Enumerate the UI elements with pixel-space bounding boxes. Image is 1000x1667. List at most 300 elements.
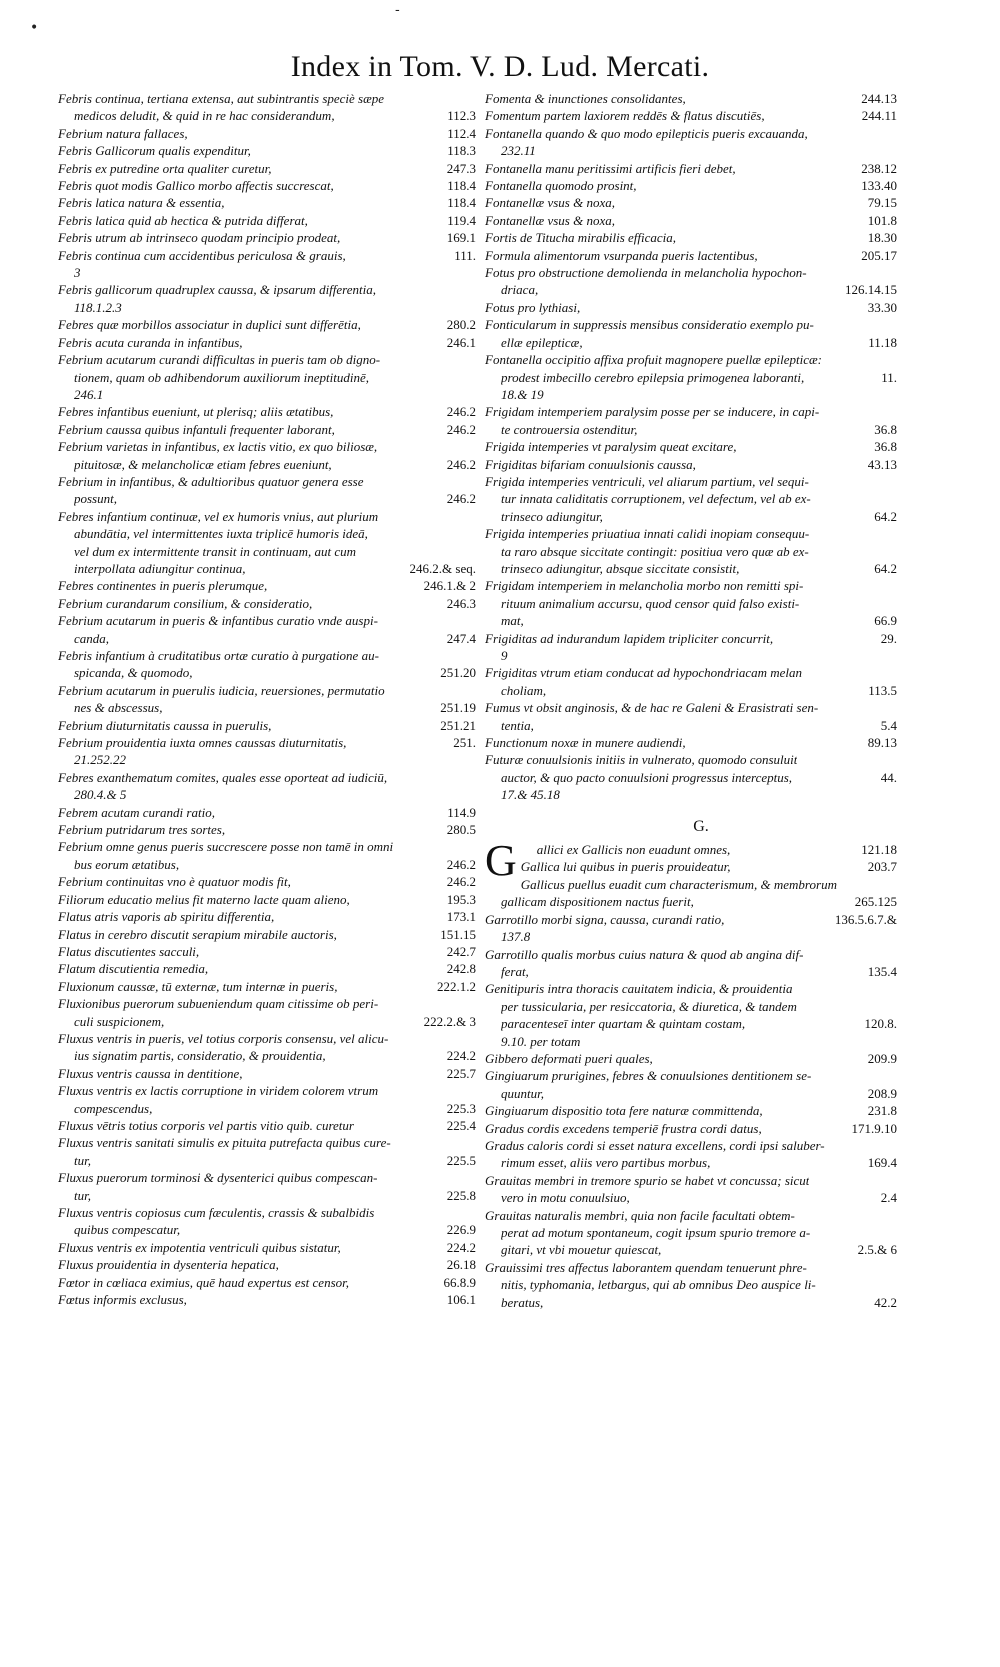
entry-line xyxy=(58,1152,476,1169)
entry-line xyxy=(485,264,897,281)
entry-reference: 280.2 xyxy=(446,317,476,333)
entry-reference xyxy=(470,1204,476,1221)
entry-text: Frigidam intemperiem paralysim posse per se inducere, in capi- xyxy=(485,404,820,420)
entry-text: spicanda, & quomodo, xyxy=(74,665,193,681)
entry-line xyxy=(58,369,476,386)
entry-text: 18.& 19 xyxy=(501,386,544,402)
entry-reference xyxy=(891,980,897,997)
index-entry xyxy=(58,838,476,873)
entry-line xyxy=(485,177,897,194)
entry-line xyxy=(58,438,476,455)
entry-reference xyxy=(891,751,897,768)
entry-reference xyxy=(891,946,897,963)
entry-text: nes & abscessus, xyxy=(74,700,163,716)
entry-reference: 173.1 xyxy=(446,909,476,925)
entry-reference xyxy=(891,473,897,490)
entry-line xyxy=(485,125,897,142)
entry-line xyxy=(485,751,897,768)
entry-reference: 242.7 xyxy=(446,943,476,959)
index-entry xyxy=(485,1067,897,1102)
entry-line xyxy=(485,194,897,211)
index-entry xyxy=(58,978,476,995)
entry-line xyxy=(58,1291,476,1308)
index-entry xyxy=(58,160,476,177)
entry-reference xyxy=(891,1172,897,1189)
entry-reference xyxy=(891,490,897,507)
entry-reference xyxy=(470,751,476,768)
entry-line xyxy=(485,1189,897,1206)
index-entry xyxy=(485,577,897,629)
entry-reference xyxy=(891,1259,897,1276)
entry-text: Gingiuarum prurigines, febres & conuulsiones dentitionem se- xyxy=(485,1068,812,1084)
entry-reference xyxy=(891,1276,897,1293)
entry-text: Febris continua cum accidentibus periculosa & grauis, xyxy=(58,247,346,263)
entry-text: Febrium varietas in infantibus, ex lactis vitio, ex quo biliosæ, xyxy=(58,439,378,455)
entry-line xyxy=(58,838,476,855)
entry-reference xyxy=(470,369,476,386)
index-entry xyxy=(58,1204,476,1239)
entry-line xyxy=(485,963,897,980)
entry-line xyxy=(485,142,897,159)
index-entry xyxy=(58,142,476,159)
entry-reference: 151.15 xyxy=(440,926,476,942)
entry-line xyxy=(58,247,476,264)
entry-line xyxy=(485,769,897,786)
index-entry xyxy=(485,403,897,438)
entry-text: Fontanella manu peritissimi artificis fieri debet, xyxy=(485,160,736,176)
entry-line xyxy=(485,980,897,997)
entry-reference: 224.2 xyxy=(446,1048,476,1064)
index-entry xyxy=(485,177,897,194)
entry-line xyxy=(58,125,476,142)
entry-line xyxy=(58,1274,476,1291)
index-entry xyxy=(485,1207,897,1259)
entry-line xyxy=(58,751,476,768)
entry-reference: 246.1.& 2 xyxy=(423,578,476,594)
entry-text: Flatus in cerebro discutit serapium mirabile auctoris, xyxy=(58,926,337,942)
entry-reference: 242.8 xyxy=(446,961,476,977)
entry-text: Gallica lui quibus in pueris prouideatur, xyxy=(520,859,731,875)
entry-reference: 203.7 xyxy=(867,859,897,875)
entry-text: Febrium in infantibus, & adultioribus quatuor genera esse xyxy=(58,473,364,489)
entry-line xyxy=(485,107,897,124)
entry-reference xyxy=(891,316,897,333)
entry-line xyxy=(485,247,897,264)
entry-line xyxy=(485,1259,897,1276)
entry-line xyxy=(485,421,897,438)
entry-line xyxy=(58,421,476,438)
entry-text: Formula alimentorum vsurpanda pueris lactentibus, xyxy=(485,247,758,263)
entry-reference: 5.4 xyxy=(880,717,897,733)
entry-line xyxy=(485,369,897,386)
entry-text: ferat, xyxy=(501,963,529,979)
entry-text: Febres infantibus eueniunt, ut plerisq; aliis ætatibus, xyxy=(58,404,334,420)
entry-text: Fluxus ventris ex impotentia ventriculi quibus sistatur, xyxy=(58,1239,341,1255)
index-entry xyxy=(58,177,476,194)
entry-line xyxy=(485,403,897,420)
entry-reference: 2.5.& 6 xyxy=(857,1242,897,1258)
index-entry xyxy=(58,281,476,316)
entry-reference xyxy=(470,1134,476,1151)
entry-text: Febris continua, tertiana extensa, aut subintrantis speciè sæpe xyxy=(58,91,385,106)
drop-cap-letter: G xyxy=(485,836,517,886)
index-entry xyxy=(485,194,897,211)
entry-line xyxy=(521,876,897,893)
entry-line xyxy=(58,212,476,229)
entry-line xyxy=(58,229,476,246)
index-entry xyxy=(58,682,476,717)
entry-text: Fumus vt obsit anginosis, & de hac re Galeni & Erasistrati sen- xyxy=(485,700,819,716)
entry-reference xyxy=(891,928,897,945)
entry-text: Fortis de Titucha mirabilis efficacia, xyxy=(485,230,677,246)
entry-reference: 171.9.10 xyxy=(851,1120,897,1136)
entry-line xyxy=(485,699,897,716)
entry-reference xyxy=(891,876,897,893)
index-entry xyxy=(58,717,476,734)
entry-line xyxy=(58,1169,476,1186)
index-entry xyxy=(58,125,476,142)
entry-text: Febrium caussa quibus infantuli frequenter laborant, xyxy=(58,421,335,437)
entry-reference: 66.9 xyxy=(874,613,897,629)
entry-reference xyxy=(891,1033,897,1050)
entry-text: Futuræ conuulsionis initiis in vulnerato, quomodo consuluit xyxy=(485,752,798,768)
entry-line xyxy=(58,1117,476,1134)
entry-text: ius signatim partis, consideratio, & prouidentia, xyxy=(74,1048,326,1064)
entry-reference: 246.3 xyxy=(446,595,476,611)
entry-reference xyxy=(470,299,476,316)
section-heading-g: G. xyxy=(693,817,709,835)
entry-line xyxy=(58,508,476,525)
entry-text: te controuersia ostenditur, xyxy=(501,421,638,437)
entry-reference xyxy=(470,351,476,368)
entry-text: Genitipuris intra thoracis cauitatem indicia, & prouidentia xyxy=(485,981,793,997)
entry-line xyxy=(485,1276,897,1293)
entry-reference xyxy=(891,1137,897,1154)
entry-text: bus eorum ætatibus, xyxy=(74,856,180,872)
entry-line xyxy=(58,1065,476,1082)
entry-text: trinseco adiungitur, xyxy=(501,508,603,524)
index-entry xyxy=(485,456,897,473)
index-entry xyxy=(58,473,476,508)
entry-reference: 231.8 xyxy=(867,1103,897,1119)
entry-text: Grauitas naturalis membri, quia non facile facultati obtem- xyxy=(485,1207,795,1223)
entry-reference xyxy=(470,508,476,525)
entry-text: Flatus atris vaporis ab spiritu differentia, xyxy=(58,909,275,925)
index-entry xyxy=(485,858,897,875)
entry-text: interpollata adiungitur continua, xyxy=(74,560,246,576)
entry-text: Febrium continuitas vno è quatuor modis fit, xyxy=(58,874,291,890)
index-entry xyxy=(485,160,897,177)
entry-text: tionem, quam ob adhibendorum auxiliorum ineptitudinē, xyxy=(74,369,370,385)
entry-line xyxy=(58,612,476,629)
entry-text: Fœtor in cœliaca eximius, quē haud expertus est censor, xyxy=(58,1274,350,1290)
entry-line xyxy=(485,664,897,681)
entry-line xyxy=(485,160,897,177)
entry-text: Frigidam intemperiem in melancholia morbo non remitti spi- xyxy=(485,578,804,594)
entry-line xyxy=(58,334,476,351)
entry-text: gitari, vt vbi mouetur quiescat, xyxy=(501,1242,662,1258)
entry-line xyxy=(58,1256,476,1273)
entry-reference: 43.13 xyxy=(867,456,897,472)
entry-line xyxy=(485,717,897,734)
entry-line xyxy=(485,1224,897,1241)
entry-reference: 101.8 xyxy=(867,212,897,228)
index-entry xyxy=(58,403,476,420)
entry-reference xyxy=(891,595,897,612)
entry-line xyxy=(58,264,476,281)
entry-text: Frigida intemperies vt paralysim queat excitare, xyxy=(485,439,737,455)
entry-line xyxy=(485,577,897,594)
entry-text: 246.1 xyxy=(74,386,104,402)
entry-text: Fomenta & inunctiones consolidantes, xyxy=(485,91,686,106)
entry-reference xyxy=(470,473,476,490)
entry-line xyxy=(58,786,476,803)
entry-line xyxy=(58,299,476,316)
entry-line xyxy=(58,403,476,420)
index-entry xyxy=(485,1050,897,1067)
entry-text: Filiorum educatio melius fit materno lacte quam alieno, xyxy=(58,891,350,907)
index-entry xyxy=(485,438,897,455)
entry-reference: 29. xyxy=(880,630,897,646)
entry-reference xyxy=(891,403,897,420)
entry-line xyxy=(58,682,476,699)
entry-text: choliam, xyxy=(501,682,547,698)
entry-line xyxy=(485,1207,897,1224)
entry-reference xyxy=(470,682,476,699)
entry-line xyxy=(485,508,897,525)
page-title: Index in Tom. V. D. Lud. Mercati. xyxy=(290,50,710,83)
entry-line xyxy=(485,90,897,107)
entry-line xyxy=(58,316,476,333)
index-entry xyxy=(58,769,476,804)
entry-line xyxy=(485,351,897,368)
entry-line xyxy=(58,995,476,1012)
entry-reference: 246.2 xyxy=(446,421,476,437)
entry-line xyxy=(58,734,476,751)
entry-text: Febrium acutarum curandi difficultas in pueris tam ob digno- xyxy=(58,352,381,368)
index-entry xyxy=(485,229,897,246)
entry-reference xyxy=(470,281,476,298)
entry-reference: 106.1 xyxy=(446,1292,476,1308)
entry-reference xyxy=(470,838,476,855)
entry-reference: 89.13 xyxy=(867,735,897,751)
entry-text: 118.1.2.3 xyxy=(74,299,122,315)
entry-text: Febres infantium continuæ, vel ex humoris vnius, aut plurium xyxy=(58,508,379,524)
entry-reference: 238.12 xyxy=(861,160,897,176)
entry-line xyxy=(58,1204,476,1221)
entry-line xyxy=(485,560,897,577)
entry-line xyxy=(485,438,897,455)
entry-text: allici ex Gallicis non euadunt omnes, xyxy=(536,842,731,858)
entry-reference: 121.18 xyxy=(861,842,897,858)
entry-text: Fluxus ventris ex lactis corruptione in viridem colorem vtrum xyxy=(58,1083,379,1099)
entry-reference: 36.8 xyxy=(874,439,897,455)
entry-line xyxy=(58,194,476,211)
index-entry xyxy=(485,699,897,734)
entry-line xyxy=(58,856,476,873)
index-entry xyxy=(58,804,476,821)
entry-text: driaca, xyxy=(501,282,539,298)
entry-text: canda, xyxy=(74,630,110,646)
index-entry xyxy=(485,734,897,751)
entry-reference xyxy=(891,1207,897,1224)
entry-reference: 79.15 xyxy=(867,195,897,211)
entry-text: Fotus pro lythiasi, xyxy=(485,299,581,315)
entry-line xyxy=(58,1221,476,1238)
section-g xyxy=(485,836,897,1311)
index-entry xyxy=(485,125,897,160)
entry-line xyxy=(485,299,897,316)
entry-line xyxy=(58,926,476,943)
entry-text: Fluxus ventris copiosus cum fæculentis, crassis & subalbidis xyxy=(58,1205,375,1220)
entry-line xyxy=(485,1015,897,1032)
entry-line xyxy=(485,1050,897,1067)
entry-reference: 169.1 xyxy=(446,230,476,246)
entry-line xyxy=(58,769,476,786)
entry-text: 21.252.22 xyxy=(74,752,126,768)
entry-text: Gradus cordis excedens temperiē frustra cordi datus, xyxy=(485,1120,762,1136)
entry-reference: 246.1 xyxy=(446,334,476,350)
entry-line xyxy=(58,647,476,664)
entry-line xyxy=(58,804,476,821)
index-entry xyxy=(58,316,476,333)
entry-reference xyxy=(891,699,897,716)
entry-line xyxy=(58,351,476,368)
entry-line xyxy=(58,630,476,647)
entry-line xyxy=(521,841,897,858)
entry-line xyxy=(58,873,476,890)
entry-line xyxy=(58,560,476,577)
entry-text: Febres continentes in pueris plerumque, xyxy=(58,578,268,594)
entry-text: tentia, xyxy=(501,717,534,733)
page-mark: • xyxy=(30,20,39,36)
entry-line xyxy=(58,160,476,177)
entry-text: gallicam dispositionem nactus fuerit, xyxy=(501,894,694,910)
entry-text: paracenteseī inter quartam & quintam costam, xyxy=(501,1016,746,1032)
entry-text: Fluxus prouidentia in dysenteria hepatica, xyxy=(58,1257,279,1273)
index-entry xyxy=(485,1172,897,1207)
entry-reference: 2.4 xyxy=(880,1190,897,1206)
index-entry xyxy=(58,1256,476,1273)
index-entry xyxy=(58,1169,476,1204)
entry-text: 3 xyxy=(74,265,81,281)
entry-line xyxy=(485,1085,897,1102)
entry-reference xyxy=(891,786,897,803)
entry-text: auctor, & quo pacto conuulsioni progressus interceptus, xyxy=(501,769,793,785)
entry-reference: 112.4 xyxy=(447,125,476,141)
entry-text: Febrium natura fallaces, xyxy=(58,125,188,141)
right-column xyxy=(485,90,897,1311)
entry-reference: 126.14.15 xyxy=(845,282,897,298)
entry-text: Gingiuarum dispositio tota fere naturæ committenda, xyxy=(485,1103,763,1119)
entry-reference xyxy=(470,612,476,629)
entry-line xyxy=(485,281,897,298)
entry-text: Fluxionibus puerorum subueniendum quam citissime ob peri- xyxy=(58,996,379,1012)
entry-reference: 118.3 xyxy=(447,143,476,159)
entry-line xyxy=(58,386,476,403)
entry-line xyxy=(485,786,897,803)
entry-text: Grauitas membri in tremore spurio se habet vt concussa; sicut xyxy=(485,1172,810,1188)
entry-reference: 169.4 xyxy=(867,1155,897,1171)
entry-reference xyxy=(891,543,897,560)
index-entry xyxy=(485,911,897,946)
entry-reference: 120.8. xyxy=(864,1016,897,1032)
entry-line xyxy=(58,1013,476,1030)
entry-text: Garrotillo morbi signa, caussa, curandi ratio, xyxy=(485,911,725,927)
entry-line xyxy=(58,595,476,612)
entry-text: culi suspicionem, xyxy=(74,1013,165,1029)
entry-reference: 265.125 xyxy=(854,894,897,910)
entry-reference: 246.2 xyxy=(446,856,476,872)
entry-text: Grauissimi tres affectus laborantem quendam tenuerunt phre- xyxy=(485,1259,807,1275)
index-entry xyxy=(58,873,476,890)
entry-text: perat ad motum spontaneum, cogit ipsum spurio tremore a- xyxy=(501,1225,811,1240)
entry-reference: 246.2 xyxy=(446,404,476,420)
entry-text: Fontanellæ vsus & noxa, xyxy=(485,195,615,211)
entry-reference xyxy=(470,995,476,1012)
entry-text: 9.10. per totam xyxy=(501,1033,581,1049)
index-entry xyxy=(58,438,476,473)
entry-line xyxy=(58,577,476,594)
entry-line xyxy=(485,1120,897,1137)
entry-line xyxy=(58,473,476,490)
page-mark-top: - xyxy=(395,2,400,18)
entry-reference: 225.3 xyxy=(446,1100,476,1116)
entry-text: Febrium omne genus pueris succrescere posse non tamē in omni xyxy=(58,839,394,855)
index-entry xyxy=(58,734,476,769)
entry-text: ellæ epilepticæ, xyxy=(501,334,583,350)
entry-reference: 246.2 xyxy=(446,874,476,890)
entry-text: Febris ex putredine orta qualiter curetur, xyxy=(58,160,272,176)
entry-line xyxy=(485,734,897,751)
entry-reference: 26.18 xyxy=(446,1257,476,1273)
entry-line xyxy=(485,928,897,945)
entry-text: trinseco adiungitur, absque siccitate consistit, xyxy=(501,560,740,576)
entry-line xyxy=(58,891,476,908)
entry-text: Febrium acutarum in puerulis iudicia, reuersiones, permutatio xyxy=(58,682,385,698)
entry-line xyxy=(485,1241,897,1258)
index-entry xyxy=(58,1239,476,1256)
entry-reference: 36.8 xyxy=(874,421,897,437)
entry-text: Fluxus ventris caussa in dentitione, xyxy=(58,1065,243,1081)
entry-text: tur innata caliditatis corruptionem, vel defectum, vel ab ex- xyxy=(501,491,811,507)
entry-line xyxy=(58,717,476,734)
entry-text: Febres exanthematum comites, quales esse oporteat ad iudiciū, xyxy=(58,769,388,785)
entry-line xyxy=(485,212,897,229)
entry-text: pituitosæ, & melancholicæ etiam febres eueniunt, xyxy=(74,456,332,472)
entry-text: Gibbero deformati pueri quales, xyxy=(485,1050,653,1066)
entry-reference: 208.9 xyxy=(867,1085,897,1101)
entry-line xyxy=(58,1082,476,1099)
index-entry xyxy=(58,891,476,908)
entry-text: 137.8 xyxy=(501,929,531,945)
entry-text: Fluxionum caussæ, tū externæ, tum internæ in pueris, xyxy=(58,978,338,994)
entry-text: Fontanella quomodo prosint, xyxy=(485,178,637,194)
entry-line xyxy=(58,1134,476,1151)
entry-reference xyxy=(470,1169,476,1186)
entry-line xyxy=(58,978,476,995)
entry-reference xyxy=(891,998,897,1015)
index-entry xyxy=(58,1134,476,1169)
entry-line xyxy=(485,1172,897,1189)
entry-reference: 209.9 xyxy=(867,1050,897,1066)
index-entry xyxy=(485,1137,897,1172)
index-entry xyxy=(58,908,476,925)
entry-text: Frigiditas bifariam conuulsionis caussa, xyxy=(485,456,696,472)
entry-line xyxy=(58,1187,476,1204)
entry-text: Febris infantium à cruditatibus ortæ curatio à purgatione au- xyxy=(58,648,379,663)
entry-line xyxy=(58,1030,476,1047)
